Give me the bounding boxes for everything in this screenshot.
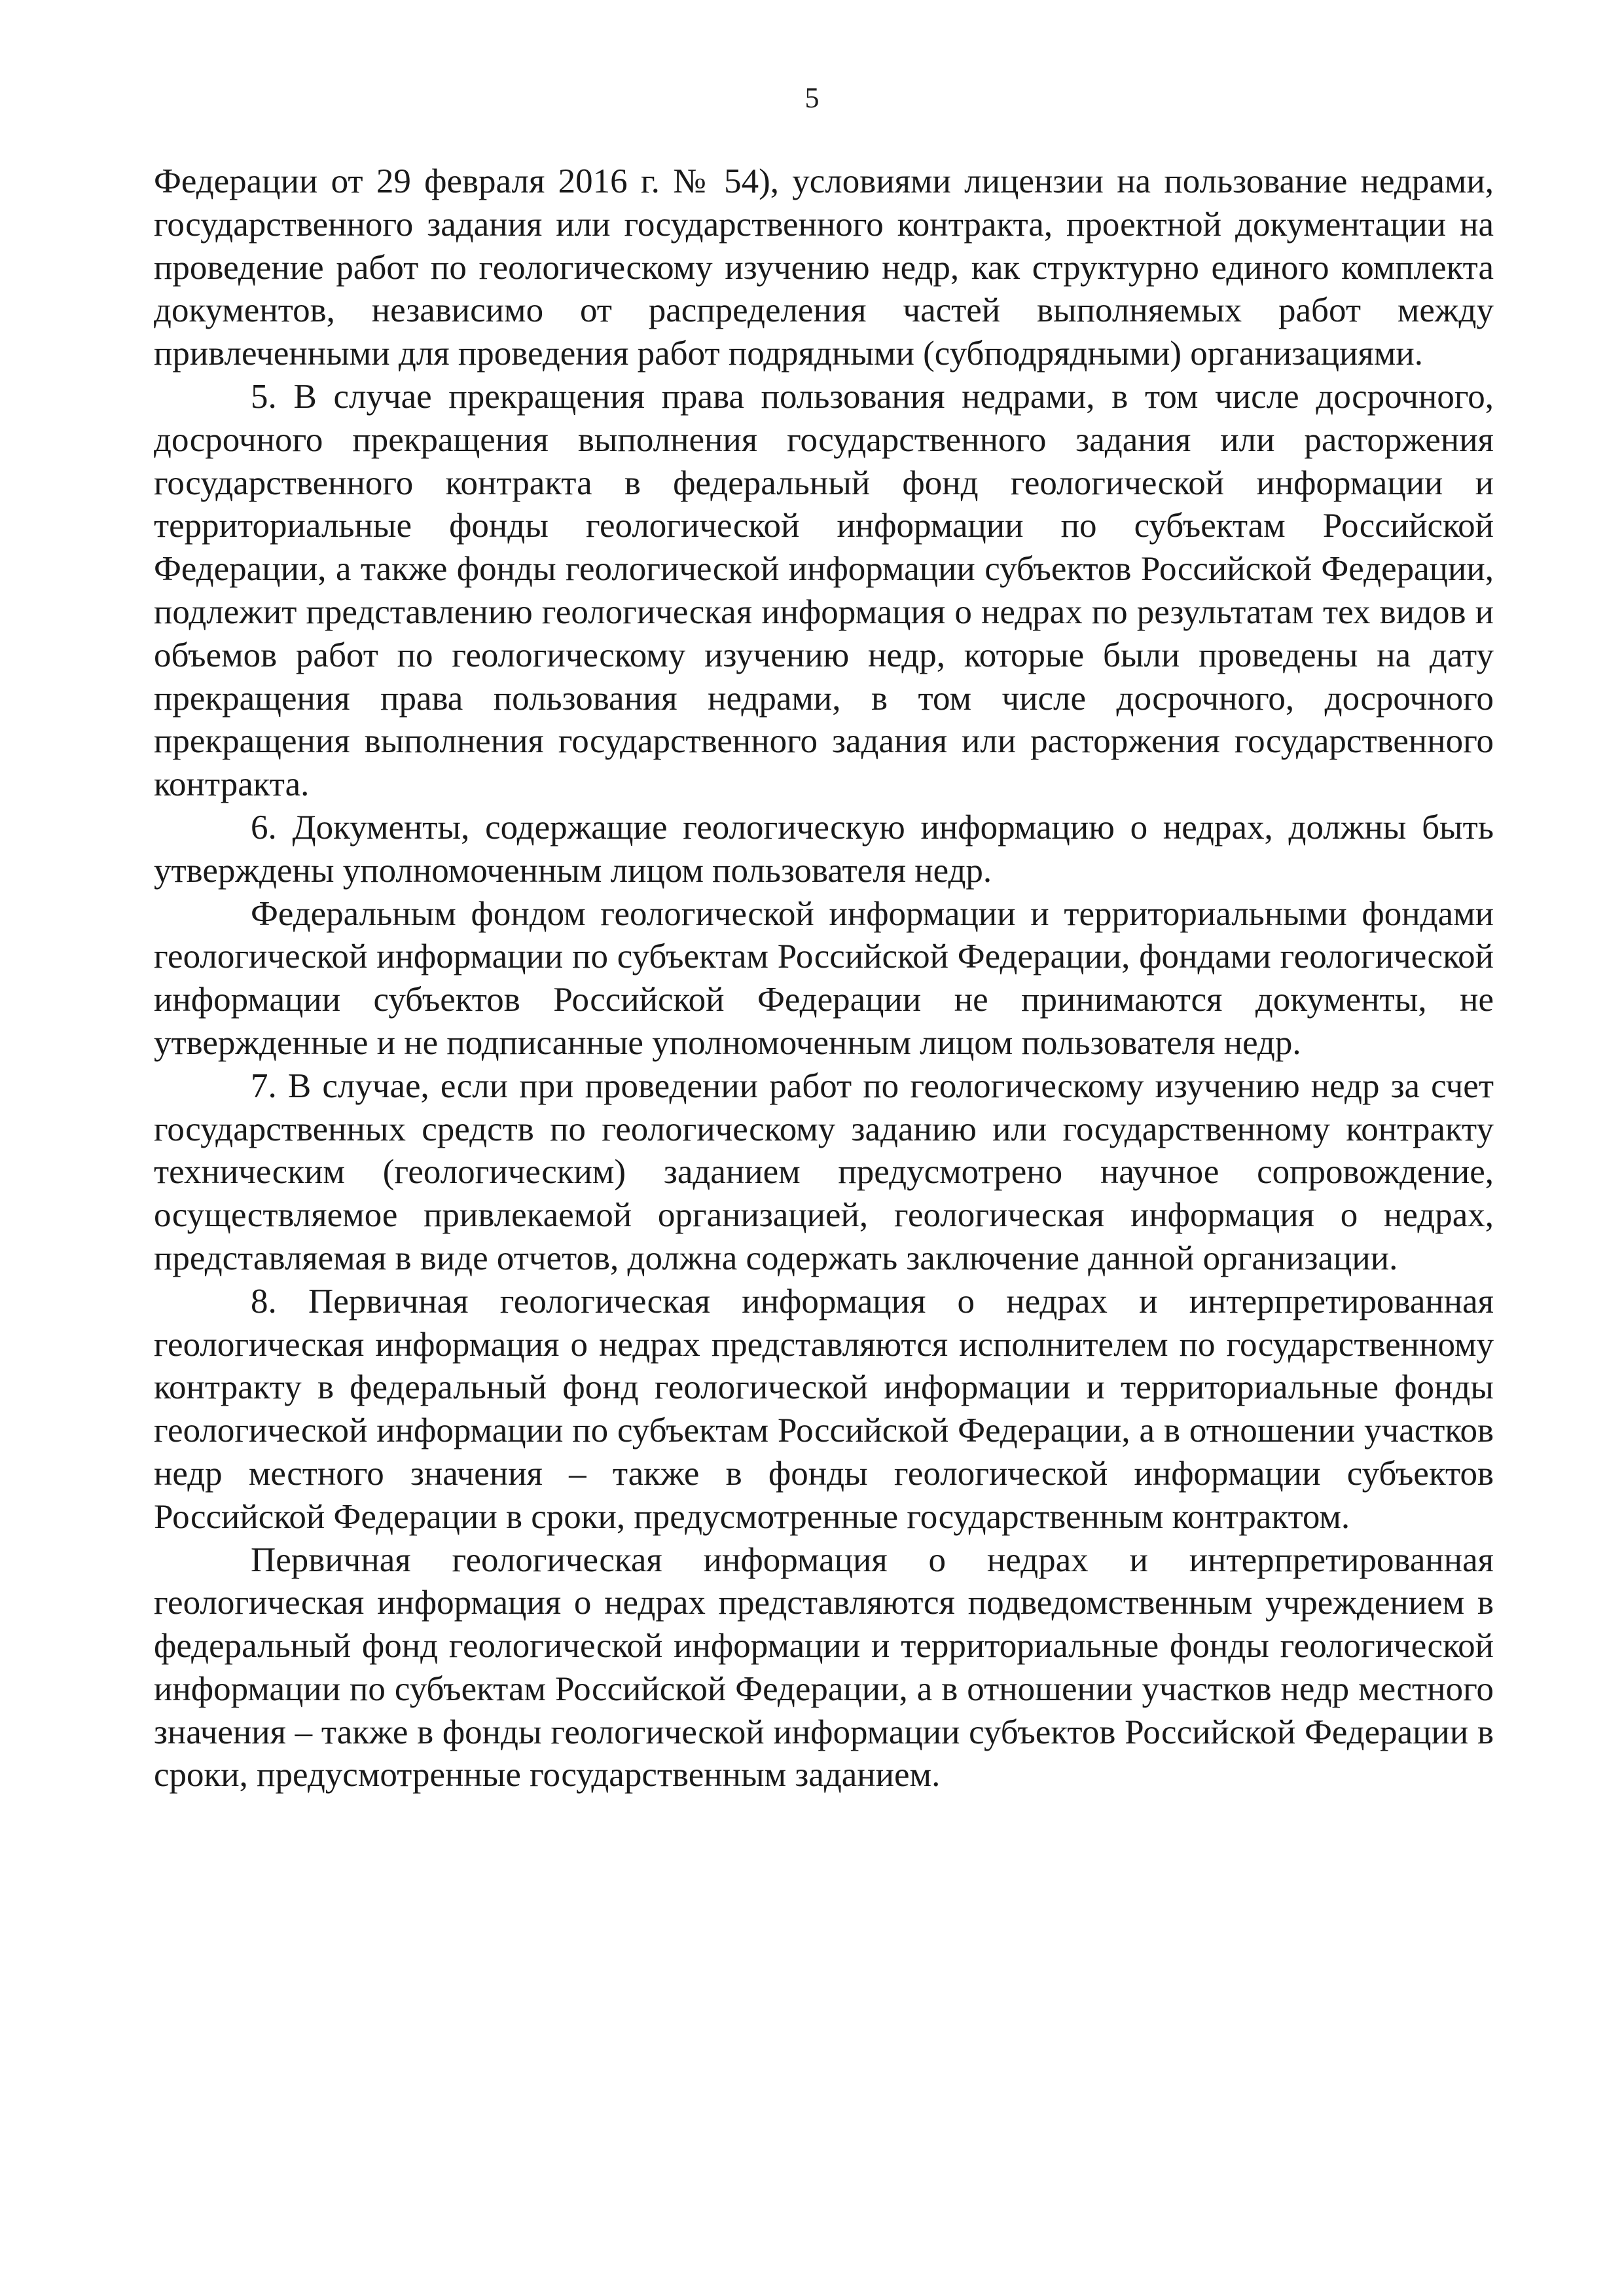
document-body [154,160,1494,1797]
page-number: 5 [804,82,820,114]
paragraph-item-8-continued: Первичная геологическая информация о недрах и интерпретированная геологическая информация о недрах представляются подведомственным учреждением в федеральный фонд геологической информации и территориальные фонды геологической информации по субъектам Российской Федерации, а в отношении участков недр местного значения – также в фонды геологической информации субъектов Российской Федерации в сроки, предусмотренные государственным заданием. [154,1540,1494,1795]
paragraph-item-5: 5. В случае прекращения права пользования недрами, в том числе досрочного, досрочного прекращения выполнения государственного задания или расторжения государственного контракта в федеральный фонд геологической информации и территориальные фонды геологической информации по субъектам Российской Федерации, а также фонды геологической информации субъектов Российской Федерации, подлежит представлению геологическая информация о недрах по результатам тех видов и объемов работ по геологическому изучению недр, которые были проведены на дату прекращения права пользования недрами, в том числе досрочного, досрочного прекращения выполнения государственного задания или расторжения государственного контракта. [154,377,1494,804]
paragraph-item-8: 8. Первичная геологическая информация о недрах и интерпретированная геологическая информация о недрах представляются исполнителем по государственному контракту в федеральный фонд геологической информации и территориальные фонды геологической информации по субъектам Российской Федерации, а в отношении участков недр местного значения – также в фонды геологической информации субъектов Российской Федерации в сроки, предусмотренные государственным контрактом. [154,1282,1494,1536]
paragraph-continuation: Федерации от 29 февраля 2016 г. № 54), условиями лицензии на пользование недрами, государственного задания или государственного контракта, проектной документации на проведение работ по геологическому изучению недр, как структурно единого комплекта документов, независимо от распределения частей выполняемых работ между привлеченными для проведения работ подрядными (субподрядными) организациями. [154,162,1494,373]
paragraph-item-6-continued: Федеральным фондом геологической информации и территориальными фондами геологической информации по субъектам Российской Федерации, фондами геологической информации субъектов Российской Федерации не принимаются документы, не утвержденные и не подписанные уполномоченным лицом пользователя недр. [154,894,1494,1062]
paragraph-item-7: 7. В случае, если при проведении работ по геологическому изучению недр за счет государственных средств по геологическому заданию или государственному контракту техническим (геологическим) заданием предусмотрено научное сопровождение, осуществляемое привлекаемой организацией, геологическая информация о недрах, представляемая в виде отчетов, должна содержать заключение данной организации. [154,1066,1494,1277]
paragraph-item-6: 6. Документы, содержащие геологическую информацию о недрах, должны быть утверждены уполномоченным лицом пользователя недр. [154,808,1494,890]
